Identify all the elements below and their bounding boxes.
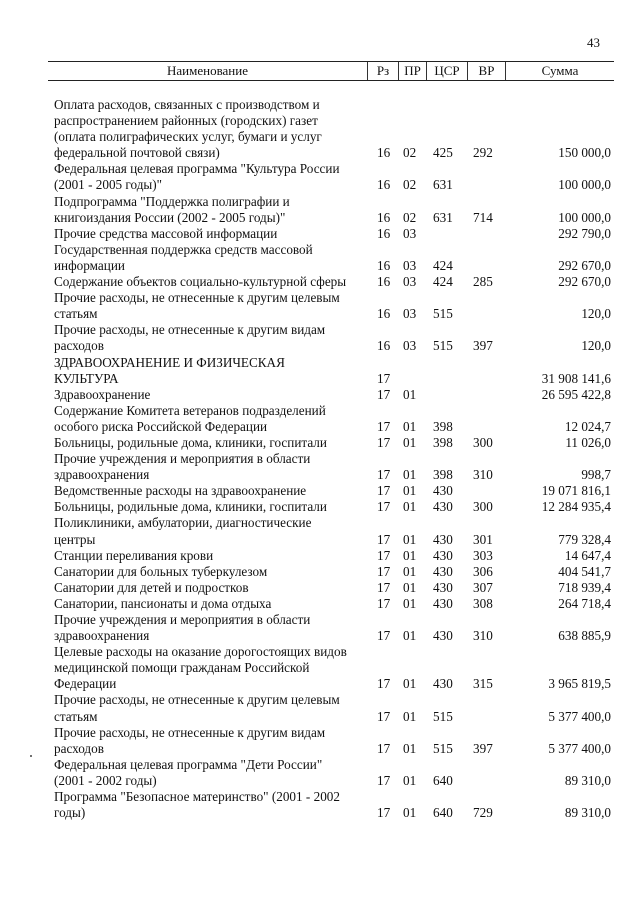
row-name-line: (2001 - 2005 годы)": [54, 177, 163, 193]
row-name: [54, 226, 377, 242]
row-rz: 17: [377, 708, 391, 724]
row-name: [54, 387, 377, 403]
row-name-line: федеральной почтовой связи): [54, 145, 220, 161]
row-name-line: (оплата полиграфических услуг, бумаги и услуг: [54, 129, 322, 145]
row-name-line: Государственная поддержка средств массовой: [54, 241, 313, 257]
row-name-line: Содержание объектов социально-культурной сферы: [54, 274, 347, 290]
table-row: [54, 580, 614, 596]
table-row: [54, 322, 614, 354]
row-pr: 01: [403, 708, 417, 724]
row-name-line: медицинской помощи гражданам Российской: [54, 660, 310, 676]
row-csr: 430: [433, 676, 453, 692]
row-pr: 03: [403, 306, 417, 322]
row-rz: 17: [377, 676, 391, 692]
row-sum: 12 284 935,4: [541, 499, 611, 515]
row-name-line: Санатории, пансионаты и дома отдыха: [54, 595, 272, 611]
table-row: [54, 226, 614, 242]
table-row: [54, 451, 614, 483]
row-csr: 640: [433, 805, 453, 821]
header-name: Наименование: [48, 62, 368, 80]
table-row: [54, 644, 614, 692]
row-name: [54, 644, 377, 692]
row-pr: 03: [403, 274, 417, 290]
row-name: [54, 564, 377, 580]
row-name: [54, 355, 377, 387]
row-pr: 01: [403, 740, 417, 756]
row-csr: 640: [433, 772, 453, 788]
row-vr: 315: [473, 676, 493, 692]
scan-speck: [30, 755, 32, 757]
row-name-line: статьям: [54, 306, 98, 322]
row-name-line: КУЛЬТУРА: [54, 370, 119, 386]
row-name: [54, 403, 377, 435]
row-name: [54, 451, 377, 483]
row-sum: 12 024,7: [564, 418, 611, 434]
row-rz: 17: [377, 547, 391, 563]
row-rz: 16: [377, 225, 391, 241]
row-name: [54, 161, 377, 193]
row-rz: 17: [377, 467, 391, 483]
row-name-line: ЗДРАВООХРАНЕНИЕ И ФИЗИЧЕСКАЯ: [54, 354, 285, 370]
row-vr: 397: [473, 338, 493, 354]
row-pr: 02: [403, 145, 417, 161]
row-rz: 16: [377, 274, 391, 290]
page-number: 43: [587, 35, 600, 50]
row-pr: 01: [403, 805, 417, 821]
row-pr: 01: [403, 595, 417, 611]
table-row: [54, 242, 614, 274]
row-csr: 430: [433, 531, 453, 547]
row-pr: 01: [403, 676, 417, 692]
table-row: [54, 290, 614, 322]
row-name: [54, 242, 377, 274]
header-sum: Сумма: [541, 63, 579, 78]
row-csr: 430: [433, 595, 453, 611]
row-name: [54, 725, 377, 757]
row-sum: 264 718,4: [558, 595, 611, 611]
row-vr: 308: [473, 595, 493, 611]
row-sum: 14 647,4: [564, 547, 611, 563]
row-pr: 01: [403, 772, 417, 788]
row-pr: 01: [403, 467, 417, 483]
row-csr: 398: [433, 467, 453, 483]
row-rz: 17: [377, 386, 391, 402]
row-name-line: Подпрограмма "Поддержка полиграфии и: [54, 193, 290, 209]
row-name: [54, 789, 377, 821]
row-csr: 430: [433, 628, 453, 644]
row-rz: 17: [377, 434, 391, 450]
row-sum: 292 790,0: [558, 225, 611, 241]
row-rz: 17: [377, 499, 391, 515]
row-sum: 292 670,0: [558, 274, 611, 290]
row-csr: 515: [433, 306, 453, 322]
row-rz: 16: [377, 177, 391, 193]
row-sum: 292 670,0: [558, 257, 611, 273]
row-pr: 03: [403, 225, 417, 241]
row-pr: 01: [403, 563, 417, 579]
row-csr: 631: [433, 177, 453, 193]
row-rz: 17: [377, 483, 391, 499]
row-name-line: Санатории для больных туберкулезом: [54, 563, 268, 579]
row-name-line: Ведомственные расходы на здравоохранение: [54, 483, 307, 499]
row-name: [54, 499, 377, 515]
row-sum: 11 026,0: [565, 434, 611, 450]
row-csr: 515: [433, 708, 453, 724]
row-name-line: Программа "Безопасное материнство" (2001 - 2002: [54, 789, 340, 805]
row-name: [54, 322, 377, 354]
row-vr: 310: [473, 628, 493, 644]
row-name: [54, 483, 377, 499]
table-row: [54, 194, 614, 226]
row-sum: 718 939,4: [558, 579, 611, 595]
table-header: [48, 61, 614, 81]
table-row: [54, 725, 614, 757]
row-csr: 430: [433, 547, 453, 563]
row-name-line: Прочие расходы, не отнесенные к другим видам: [54, 322, 326, 338]
row-name-line: Здравоохранение: [54, 386, 151, 402]
row-name-line: здравоохранения: [54, 628, 150, 644]
row-name-line: Прочие средства массовой информации: [54, 225, 278, 241]
row-sum: 638 885,9: [558, 628, 611, 644]
table-row: [54, 161, 614, 193]
row-name: [54, 612, 377, 644]
row-rz: 17: [377, 595, 391, 611]
row-csr: 515: [433, 740, 453, 756]
row-vr: 729: [473, 805, 493, 821]
table-row: [54, 757, 614, 789]
row-name: [54, 692, 377, 724]
row-sum: 998,7: [581, 467, 611, 483]
row-name-line: особого риска Российской Федерации: [54, 418, 268, 434]
table-row: [54, 564, 614, 580]
table-row: [54, 789, 614, 821]
row-pr: 01: [403, 483, 417, 499]
row-sum: 31 908 141,6: [541, 370, 611, 386]
row-vr: 300: [473, 434, 493, 450]
table-row: [54, 483, 614, 499]
row-csr: 430: [433, 579, 453, 595]
row-rz: 17: [377, 563, 391, 579]
row-name-line: Поликлиники, амбулатории, диагностические: [54, 515, 312, 531]
row-name-line: годы): [54, 805, 86, 821]
row-sum: 120,0: [581, 338, 611, 354]
table-row: [54, 612, 614, 644]
row-vr: 285: [473, 274, 493, 290]
row-rz: 16: [377, 338, 391, 354]
row-csr: 425: [433, 145, 453, 161]
row-name-line: (2001 - 2002 годы): [54, 772, 157, 788]
row-csr: 515: [433, 338, 453, 354]
row-name-line: книгоиздания России (2002 - 2005 годы)": [54, 209, 286, 225]
row-csr: 430: [433, 563, 453, 579]
row-name-line: Федеральная целевая программа "Дети России": [54, 756, 323, 772]
row-vr: 300: [473, 499, 493, 515]
row-sum: 89 310,0: [564, 772, 611, 788]
row-name: [54, 757, 377, 789]
row-name: [54, 435, 377, 451]
row-pr: 01: [403, 579, 417, 595]
row-name-line: информации: [54, 257, 125, 273]
row-csr: 398: [433, 418, 453, 434]
row-rz: 17: [377, 772, 391, 788]
row-name-line: расходов: [54, 740, 104, 756]
row-vr: 714: [473, 209, 493, 225]
row-name-line: распространением районных (городских) газет: [54, 113, 318, 129]
table-row: [54, 435, 614, 451]
row-pr: 03: [403, 338, 417, 354]
row-sum: 5 377 400,0: [548, 708, 611, 724]
row-vr: 292: [473, 145, 493, 161]
row-rz: 16: [377, 209, 391, 225]
row-rz: 17: [377, 628, 391, 644]
row-rz: 17: [377, 370, 391, 386]
row-csr: 430: [433, 499, 453, 515]
row-pr: 02: [403, 209, 417, 225]
row-sum: 19 071 816,1: [541, 483, 611, 499]
row-name-line: центры: [54, 531, 96, 547]
row-csr: 398: [433, 434, 453, 450]
row-csr: 424: [433, 257, 453, 273]
row-name-line: Прочие учреждения и мероприятия в области: [54, 451, 311, 467]
row-name-line: Оплата расходов, связанных с производством и: [54, 97, 320, 112]
row-pr: 01: [403, 418, 417, 434]
row-sum: 3 965 819,5: [548, 676, 611, 692]
row-sum: 779 328,4: [558, 531, 611, 547]
row-vr: 307: [473, 579, 493, 595]
row-name: [54, 596, 377, 612]
table-row: [54, 548, 614, 564]
row-sum: 100 000,0: [558, 177, 611, 193]
row-name-line: Станции переливания крови: [54, 547, 214, 563]
row-name-line: здравоохранения: [54, 467, 150, 483]
row-sum: 89 310,0: [564, 805, 611, 821]
row-sum: 26 595 422,8: [541, 386, 611, 402]
row-rz: 17: [377, 579, 391, 595]
row-name-line: Содержание Комитета ветеранов подразделений: [54, 402, 326, 418]
row-name-line: Прочие учреждения и мероприятия в области: [54, 612, 311, 627]
row-pr: 01: [403, 628, 417, 644]
row-rz: 17: [377, 418, 391, 434]
row-pr: 01: [403, 434, 417, 450]
row-pr: 01: [403, 499, 417, 515]
row-vr: 301: [473, 531, 493, 547]
row-pr: 01: [403, 547, 417, 563]
row-rz: 17: [377, 531, 391, 547]
row-name: [54, 515, 377, 547]
table-row: [54, 515, 614, 547]
row-name: [54, 274, 377, 290]
row-name: [54, 194, 377, 226]
row-name-line: Прочие расходы, не отнесенные к другим видам: [54, 724, 326, 740]
budget-table-body: [54, 97, 614, 821]
row-vr: 306: [473, 563, 493, 579]
row-name-line: расходов: [54, 338, 104, 354]
row-sum: 404 541,7: [558, 563, 611, 579]
row-name-line: Целевые расходы на оказание дорогостоящих видов: [54, 644, 347, 660]
table-row: [54, 355, 614, 387]
row-vr: 310: [473, 467, 493, 483]
table-row: [54, 499, 614, 515]
row-sum: 100 000,0: [558, 209, 611, 225]
row-csr: 430: [433, 483, 453, 499]
row-pr: 01: [403, 386, 417, 402]
row-name: [54, 97, 377, 161]
row-sum: 5 377 400,0: [548, 740, 611, 756]
header-pr: ПР: [399, 62, 427, 80]
row-sum: 150 000,0: [558, 145, 611, 161]
table-row: [54, 274, 614, 290]
row-name-line: Больницы, родильные дома, клиники, госпитали: [54, 434, 327, 450]
row-csr: 631: [433, 209, 453, 225]
row-pr: 02: [403, 177, 417, 193]
table-row: [54, 692, 614, 724]
row-name-line: Федерации: [54, 676, 117, 692]
row-rz: 16: [377, 257, 391, 273]
table-row: [54, 403, 614, 435]
row-name-line: Санатории для детей и подростков: [54, 579, 249, 595]
header-rz: Рз: [368, 62, 399, 80]
row-vr: 303: [473, 547, 493, 563]
row-name: [54, 548, 377, 564]
row-pr: 01: [403, 531, 417, 547]
row-sum: 120,0: [581, 306, 611, 322]
row-name-line: Больницы, родильные дома, клиники, госпитали: [54, 499, 327, 515]
header-csr: ЦСР: [427, 62, 468, 80]
row-pr: 03: [403, 257, 417, 273]
row-rz: 17: [377, 805, 391, 821]
row-rz: 16: [377, 145, 391, 161]
row-name: [54, 290, 377, 322]
table-row: [54, 387, 614, 403]
table-row: [54, 97, 614, 161]
row-rz: 16: [377, 306, 391, 322]
row-rz: 17: [377, 740, 391, 756]
header-vr: ВР: [468, 62, 506, 80]
row-name-line: Прочие расходы, не отнесенные к другим целевым: [54, 692, 340, 708]
table-row: [54, 596, 614, 612]
row-name-line: Прочие расходы, не отнесенные к другим целевым: [54, 290, 340, 306]
row-name-line: Федеральная целевая программа "Культура России: [54, 161, 340, 177]
row-csr: 424: [433, 274, 453, 290]
row-name-line: статьям: [54, 708, 98, 724]
row-vr: 397: [473, 740, 493, 756]
row-name: [54, 580, 377, 596]
